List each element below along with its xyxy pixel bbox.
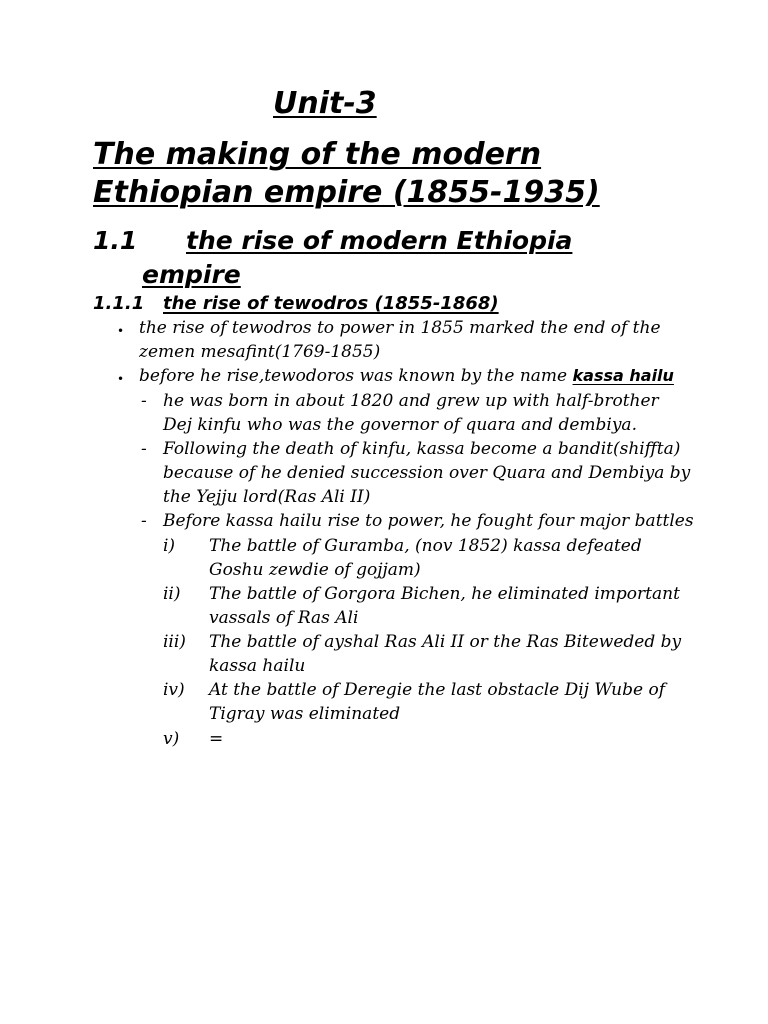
battle-5-line-1: = [209, 729, 224, 749]
battle-1-line-2: Goshu zewdie of gojjam) [209, 560, 421, 580]
battle-2-marker: ii) [163, 584, 181, 604]
bullet-2-text: before he rise,tewodoros was known by the name [139, 366, 573, 386]
battle-3-line-1: The battle of ayshal Ras Ali II or the Ras Biteweded by [209, 632, 682, 652]
section-1-1-number: 1.1 [93, 226, 138, 255]
dash-3-line-1: Before kassa hailu rise to power, he fought four major battles [163, 511, 694, 531]
battle-3-marker: iii) [163, 632, 186, 652]
bullet-marker: • [117, 372, 125, 386]
bullet-1-line-1: the rise of tewodros to power in 1855 marked the end of the [139, 318, 661, 338]
bullet-marker: • [117, 324, 125, 338]
battle-1-line-1: The battle of Guramba, (nov 1852) kassa defeated [209, 536, 642, 556]
section-1-1-title-line-1: the rise of modern Ethiopia [186, 226, 573, 255]
dash-1-line-2: Dej kinfu who was the governor of quara and dembiya. [163, 415, 637, 435]
battle-4-marker: iv) [163, 680, 185, 700]
dash-2-line-2: because of he denied succession over Quara and Dembiya by [163, 463, 691, 483]
battle-3-line-2: kassa hailu [209, 656, 306, 676]
battle-4-line-1: At the battle of Deregie the last obstacle Dij Wube of [209, 680, 665, 700]
unit-title: Unit-3 [273, 86, 377, 121]
main-title-line-2: Ethiopian empire (1855-1935) [93, 175, 600, 210]
battle-1-marker: i) [163, 536, 176, 556]
battle-2-line-2: vassals of Ras Ali [209, 608, 359, 628]
section-1-1-title-line-2: empire [142, 260, 241, 289]
bullet-1-line-2: zemen mesafint(1769-1855) [139, 342, 381, 362]
battle-5-marker: v) [163, 729, 180, 749]
section-1-1-1-title: the rise of tewodros (1855-1868) [163, 293, 499, 314]
main-title-line-1: The making of the modern [93, 137, 542, 172]
dash-2-line-3: the Yejju lord(Ras Ali II) [163, 487, 371, 507]
dash-1-line-1: he was born in about 1820 and grew up with half-brother [163, 391, 659, 411]
dash-marker: - [141, 439, 147, 459]
dash-marker: - [141, 511, 147, 531]
dash-marker: - [141, 391, 147, 411]
section-1-1-1-number: 1.1.1 [93, 293, 145, 314]
battle-2-line-1: The battle of Gorgora Bichen, he eliminated important [209, 584, 680, 604]
kassa-hailu-highlight: kassa hailu [572, 366, 674, 385]
battle-4-line-2: Tigray was eliminated [209, 704, 401, 724]
dash-2-line-1: Following the death of kinfu, kassa become a bandit(shiffta) [163, 439, 681, 459]
bullet-2-line [139, 364, 674, 388]
